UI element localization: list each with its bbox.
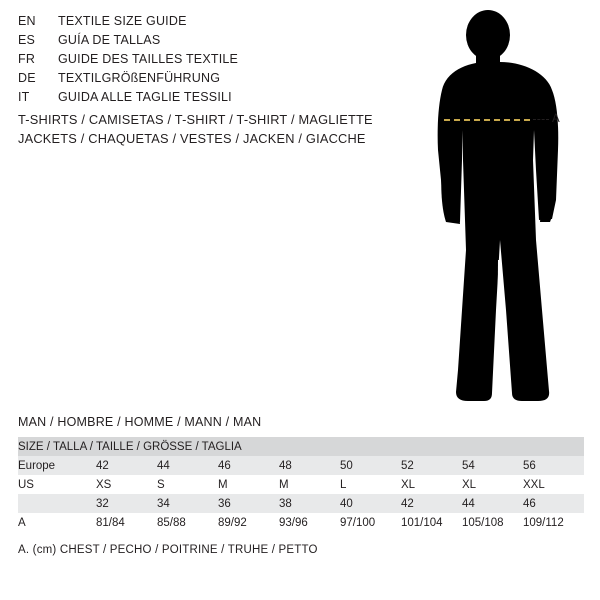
table-footnote: A. (cm) CHEST / PECHO / POITRINE / TRUHE / PETTO [18, 544, 318, 556]
cell-us-5: XL [401, 475, 462, 494]
row-label-numeric [18, 494, 96, 513]
cell-europe-7: 56 [523, 456, 584, 475]
table-row [18, 513, 584, 532]
cell-num-3: 38 [279, 494, 340, 513]
language-text-en: TEXTILE SIZE GUIDE [58, 14, 187, 28]
figure-illustration [400, 10, 600, 410]
language-code-es: ES [18, 33, 36, 47]
cell-us-7: XXL [523, 475, 584, 494]
language-row-en [18, 14, 378, 33]
cell-a-2: 89/92 [218, 513, 279, 532]
language-code-de: DE [18, 71, 36, 85]
row-label-a: A [18, 513, 96, 532]
language-list [18, 14, 378, 109]
table-row [18, 494, 584, 513]
table-header-label: SIZE / TALLA / TAILLE / GRÖSSE / TAGLIA [18, 437, 584, 456]
cell-num-7: 46 [523, 494, 584, 513]
male-silhouette-icon [400, 10, 600, 410]
table-row [18, 456, 584, 475]
cell-us-2: M [218, 475, 279, 494]
cell-europe-1: 44 [157, 456, 218, 475]
language-code-it: IT [18, 90, 30, 104]
cell-europe-6: 54 [462, 456, 523, 475]
table-header-row [18, 437, 584, 456]
row-label-europe: Europe [18, 456, 96, 475]
cell-us-6: XL [462, 475, 523, 494]
cell-num-2: 36 [218, 494, 279, 513]
language-row-fr [18, 52, 378, 71]
cell-us-4: L [340, 475, 401, 494]
cell-us-1: S [157, 475, 218, 494]
cell-num-1: 34 [157, 494, 218, 513]
language-code-fr: FR [18, 52, 36, 66]
cell-a-1: 85/88 [157, 513, 218, 532]
cell-europe-2: 46 [218, 456, 279, 475]
language-text-de: TEXTILGRÖßENFÜHRUNG [58, 71, 221, 85]
cell-num-6: 44 [462, 494, 523, 513]
cell-us-3: M [279, 475, 340, 494]
cell-europe-0: 42 [96, 456, 157, 475]
measure-leader-line [533, 119, 549, 120]
cell-num-0: 32 [96, 494, 157, 513]
cell-us-0: XS [96, 475, 157, 494]
language-row-es [18, 33, 378, 52]
language-code-en: EN [18, 14, 36, 28]
cell-a-5: 101/104 [401, 513, 462, 532]
category-tshirts: T-SHIRTS / CAMISETAS / T-SHIRT / T-SHIRT / MAGLIETTE [18, 112, 373, 127]
category-jackets: JACKETS / CHAQUETAS / VESTES / JACKEN / GIACCHE [18, 131, 366, 146]
table-row [18, 475, 584, 494]
cell-europe-3: 48 [279, 456, 340, 475]
measure-label-a: A [552, 113, 560, 125]
language-row-de [18, 71, 378, 90]
language-text-fr: GUIDE DES TAILLES TEXTILE [58, 52, 239, 66]
cell-num-5: 42 [401, 494, 462, 513]
table-title: MAN / HOMBRE / HOMME / MANN / MAN [18, 415, 262, 429]
size-table [18, 437, 584, 532]
cell-europe-5: 52 [401, 456, 462, 475]
cell-a-0: 81/84 [96, 513, 157, 532]
cell-a-6: 105/108 [462, 513, 523, 532]
size-table-section [18, 415, 584, 556]
cell-a-7: 109/112 [523, 513, 584, 532]
language-row-it [18, 90, 378, 109]
language-text-it: GUIDA ALLE TAGLIE TESSILI [58, 90, 232, 104]
cell-a-3: 93/96 [279, 513, 340, 532]
language-text-es: GUÍA DE TALLAS [58, 33, 161, 47]
cell-num-4: 40 [340, 494, 401, 513]
row-label-us: US [18, 475, 96, 494]
cell-a-4: 97/100 [340, 513, 401, 532]
category-list [18, 110, 418, 148]
cell-europe-4: 50 [340, 456, 401, 475]
